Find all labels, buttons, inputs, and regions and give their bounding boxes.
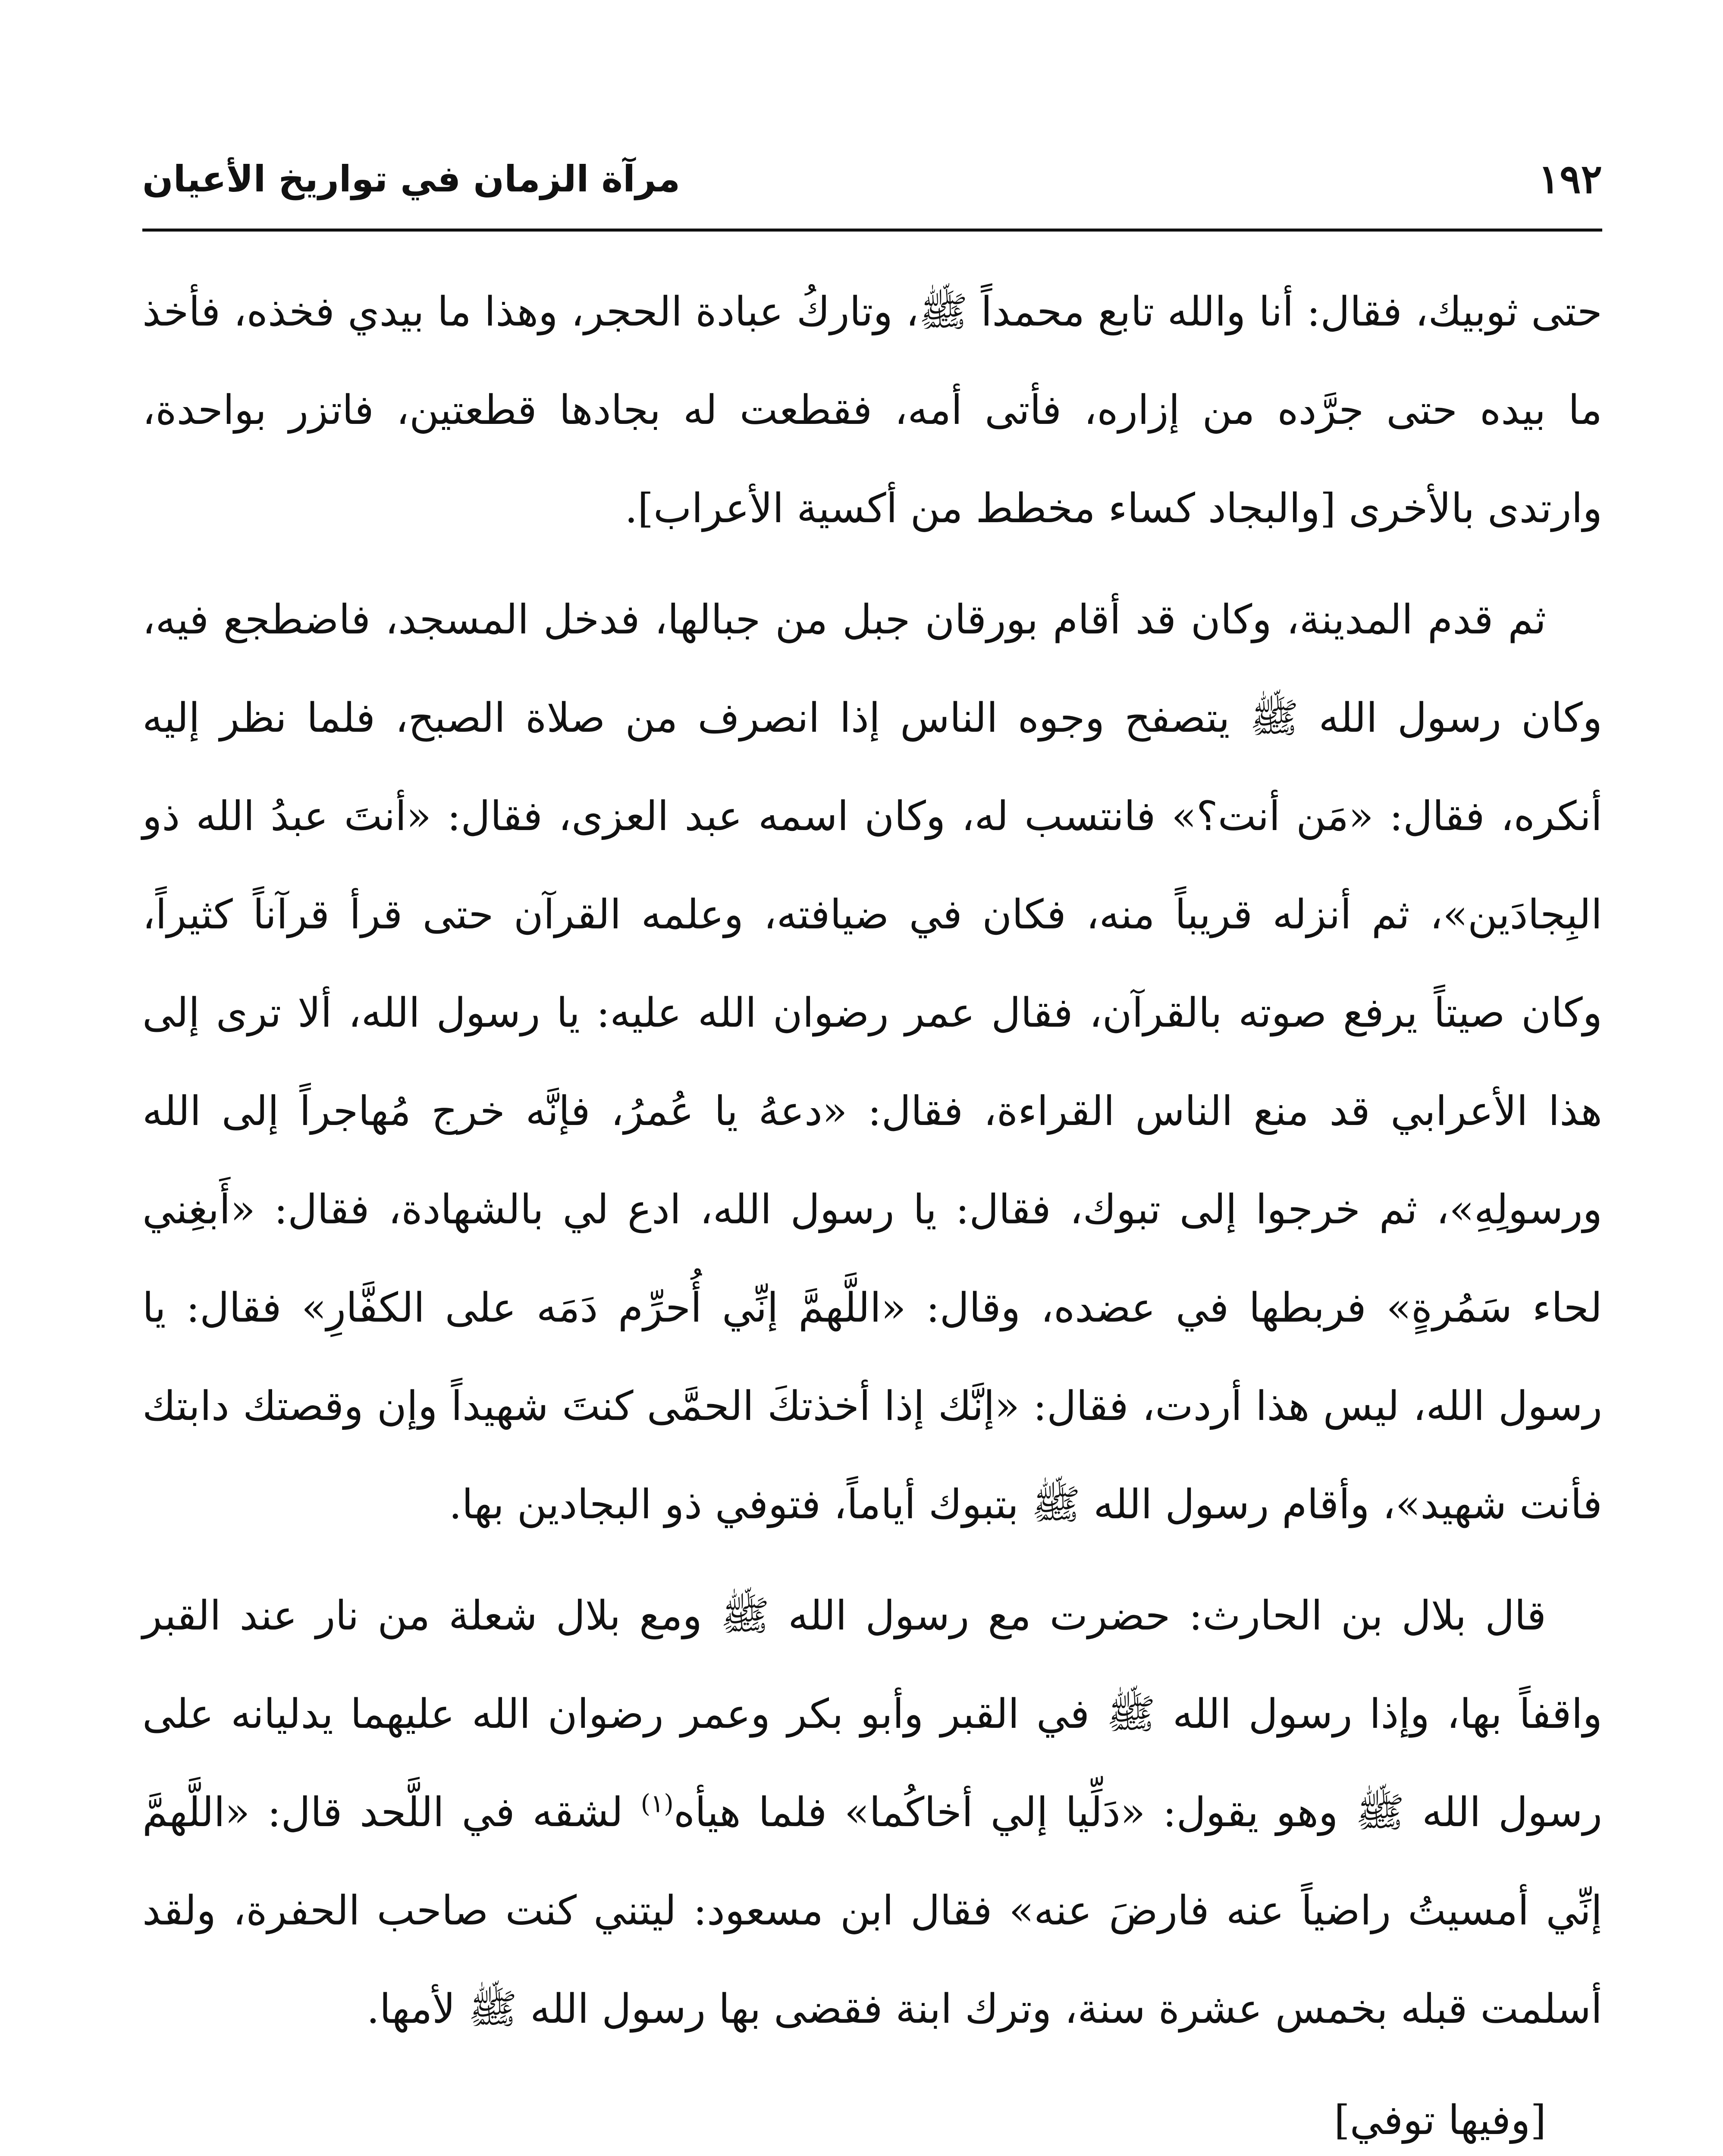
running-title: مرآة الزمان في تواريخ الأعيان [142,158,681,200]
paragraph-text: لشقه في اللَّحد قال: «اللَّهمَّ إنِّي أمسيتُ راضياً عنه فارضَ عنه» فقال ابن مسعود: ليتني كنت صاحب الحفرة، ولقد أسلمت قبله بخمس عشرة سنة، وترك ابنة فقضى بها رسول الله ﷺ لأمها. [142,1789,1602,2033]
paragraph: حتى ثوبيك، فقال: أنا والله تابع محمداً ﷺ، وتاركُ عبادة الحجر، وهذا ما بيدي فخذه، فأخذ ما بيده حتى جرَّده من إزاره، فأتى أمه، فقطعت له بجادها قطعتين، فاتزر بواحدة، وارتدى بالأخرى [والبجاد كساء مخطط من أكسية الأعراب]. [142,288,1602,532]
header-rule [142,229,1602,232]
page-header [142,142,1602,216]
bracket-note: [وفيها توفي] [1334,2097,1546,2144]
body-text [142,263,1602,2156]
paragraph [142,1567,1602,2059]
page-number: ١٩٢ [1538,156,1602,202]
footnote-reference: (١) [640,1789,674,1818]
paragraph-text: قال بلال بن الحارث: حضرت مع رسول الله ﷺ ومع بلال شعلة من نار عند القبر واقفاً بها، وإذا رسول الله ﷺ في القبر وأبو بكر وعمر رضوان الله عليهما يدليانه على رسول الله ﷺ وهو يقول: «دَلِّيا إلي أخاكُما» فلما هيأه [142,1592,1602,1836]
paragraph: ثم قدم المدينة، وكان قد أقام بورقان جبل من جبالها، فدخل المسجد، فاضطجع فيه، وكان رسول الله ﷺ يتصفح وجوه الناس إذا انصرف من صلاة الصبح، فلما نظر إليه أنكره، فقال: «مَن أنت؟» فانتسب له، وكان اسمه عبد العزى، فقال: «أنتَ عبدُ الله ذو البِجادَين»، ثم أنزله قريباً منه، فكان في ضيافته، وعلمه القرآن حتى قرأ قرآناً كثيراً، وكان صيتاً يرفع صوته بالقرآن، فقال عمر رضوان الله عليه: يا رسول الله، ألا ترى إلى هذا الأعرابي قد منع الناس القراءة، فقال: «دعهُ يا عُمرُ، فإنَّه خرج مُهاجراً إلى الله ورسولِهِ»، ثم خرجوا إلى تبوك، فقال: يا رسول الله، ادع لي بالشهادة، فقال: «أَبغِني لحاء سَمُرةٍ» فربطها في عضده، وقال: «اللَّهمَّ إنِّي أُحرِّم دَمَه على الكفَّارِ» فقال: يا رسول الله، ليس هذا أردت، فقال: «إنَّك إذا أخذتكَ الحمَّى كنتَ شهيداً وإن وقصتك دابتك فأنت شهيد»، وأقام رسول الله ﷺ بتبوك أياماً، فتوفي ذو البجادين بها. [142,596,1602,1528]
